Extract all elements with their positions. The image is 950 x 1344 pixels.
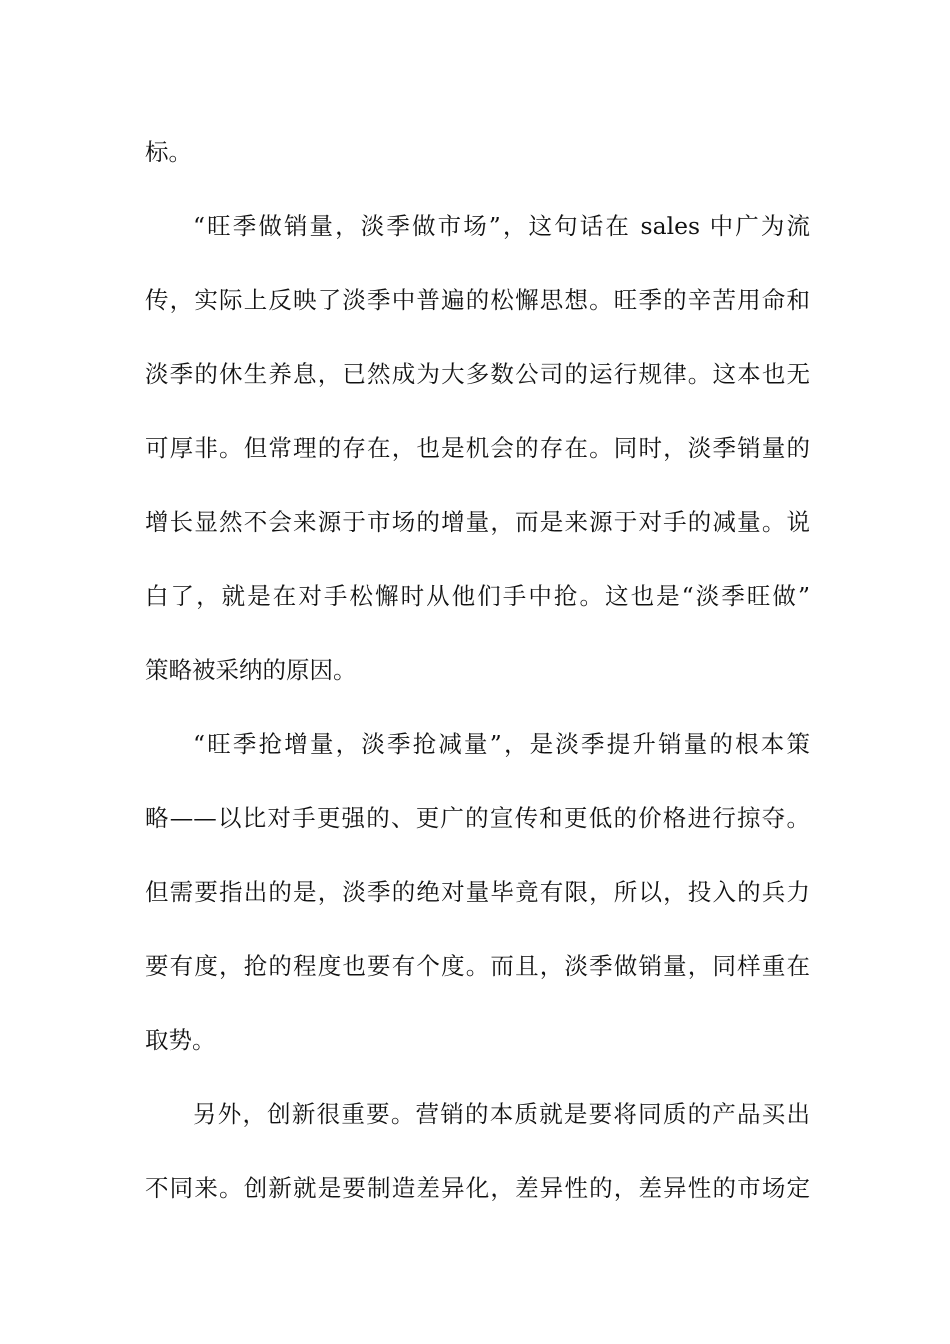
text-line: 要有度，抢的程度也要有个度。而且，淡季做销量，同样重在 [145,952,810,980]
text-line: “旺季做销量，淡季做市场”，这句话在 sales 中广为流 [193,212,810,240]
text-line: 白了，就是在对手松懈时从他们手中抢。这也是“淡季旺做” [145,582,810,610]
text-line: 但需要指出的是，淡季的绝对量毕竟有限，所以，投入的兵力 [145,878,810,906]
text-line: 淡季的休生养息，已然成为大多数公司的运行规律。这本也无 [145,360,810,388]
text-line: 策略被采纳的原因。 [145,656,357,684]
text-line: 取势。 [145,1026,216,1054]
text-line: 不同来。创新就是要制造差异化，差异性的，差异性的市场定 [145,1174,810,1202]
text-line: 可厚非。但常理的存在，也是机会的存在。同时，淡季销量的 [145,434,810,462]
text-line: “旺季抢增量，淡季抢减量”，是淡季提升销量的根本策 [193,730,810,758]
text-line: 略——以比对手更强的、更广的宣传和更低的价格进行掠夺。 [145,804,810,832]
text-line: 增长显然不会来源于市场的增量，而是来源于对手的减量。说 [145,508,810,536]
text-line: 传，实际上反映了淡季中普遍的松懈思想。旺季的辛苦用命和 [145,286,810,314]
text-line: 标。 [145,138,192,166]
text-line: 另外，创新很重要。营销的本质就是要将同质的产品买出 [193,1100,810,1128]
